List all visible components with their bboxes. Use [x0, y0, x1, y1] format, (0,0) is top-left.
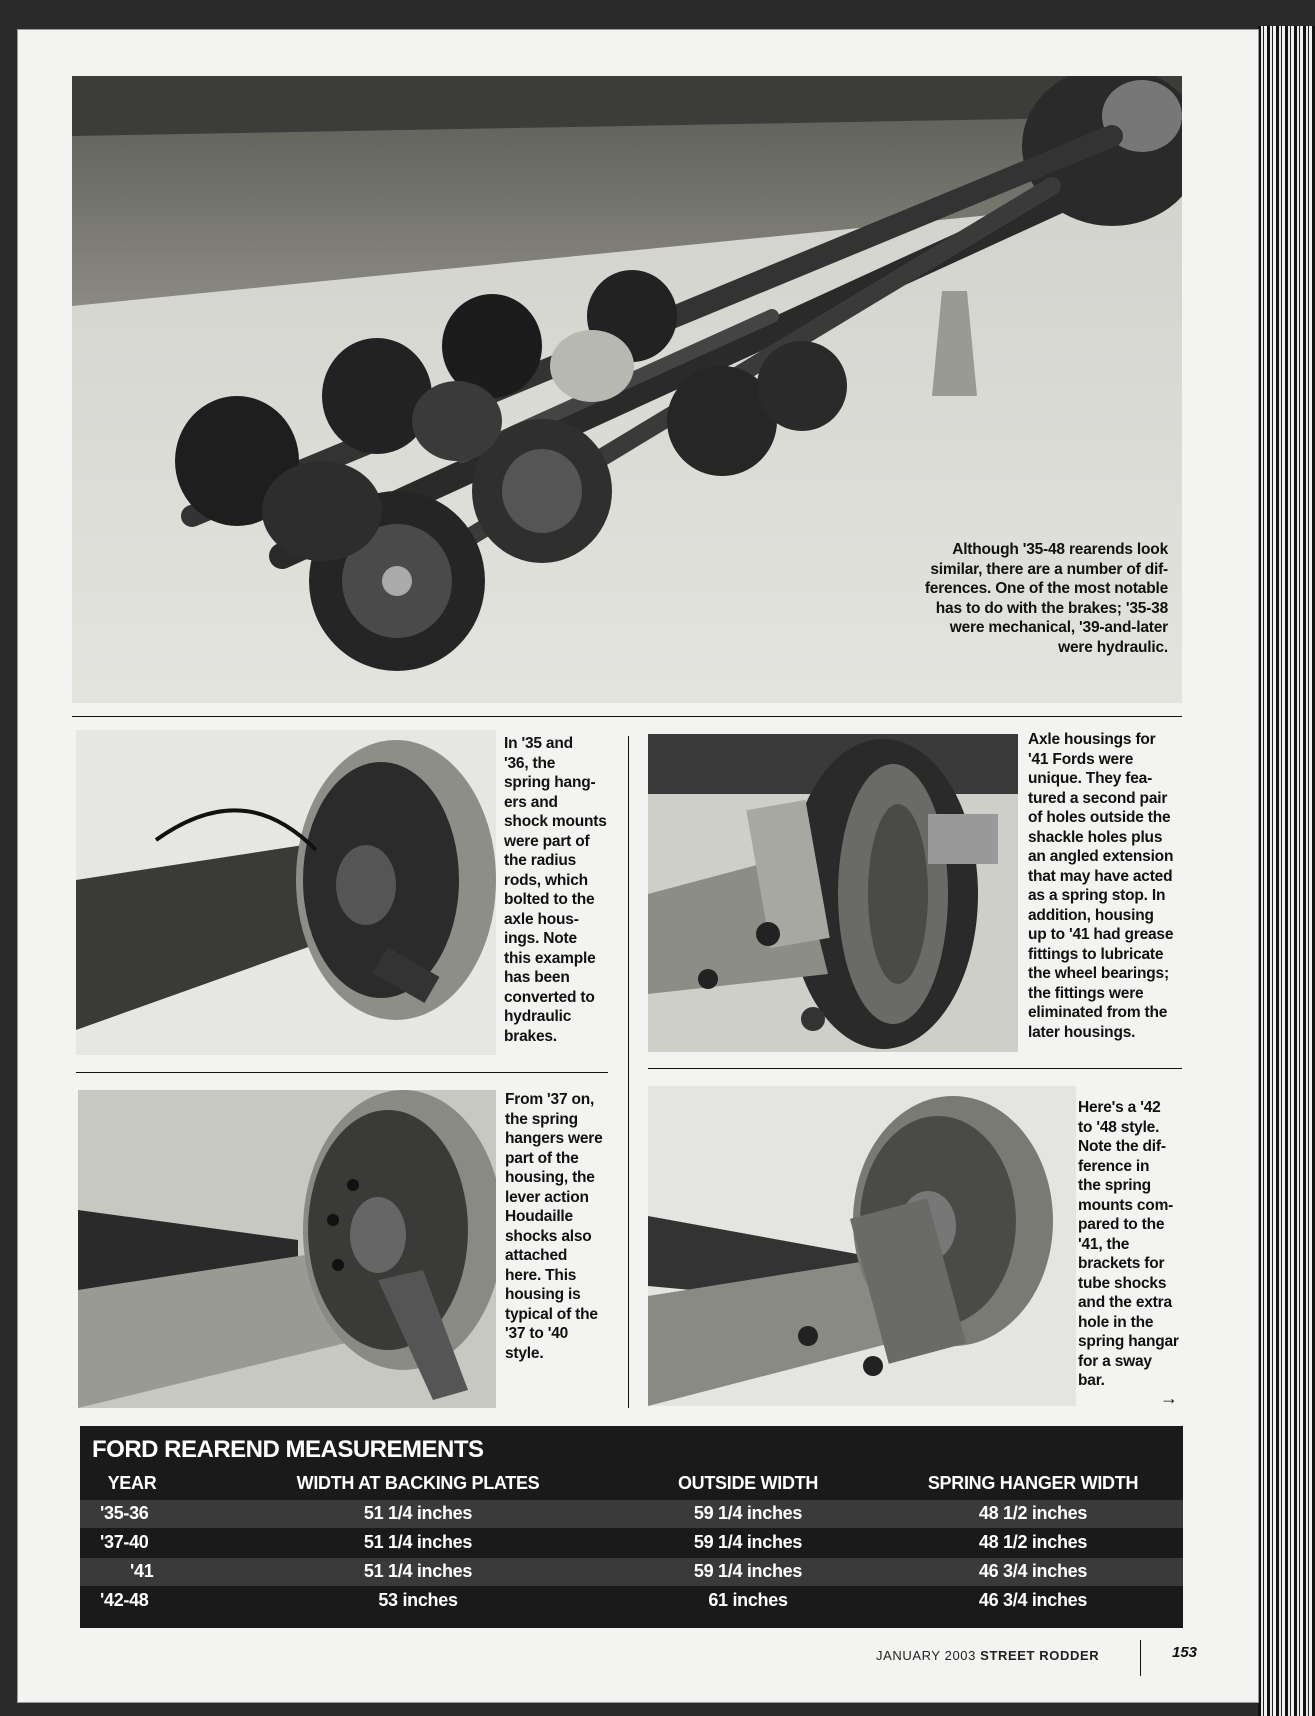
- page-number: 153: [1172, 1644, 1198, 1661]
- page-footer: [876, 1648, 1099, 1663]
- footer-divider: [1140, 1640, 1141, 1676]
- cell-year: '37-40: [100, 1532, 149, 1552]
- rearend-measurements-table: [80, 1426, 1183, 1628]
- table-row: [80, 1558, 1183, 1586]
- header-year: YEAR: [107, 1473, 157, 1493]
- table-row: [80, 1587, 1183, 1615]
- table-title: FORD REAREND MEASUREMENTS: [92, 1436, 484, 1463]
- cell-spring: 46 3/4 inches: [978, 1590, 1088, 1610]
- header-outside-width: OUTSIDE WIDTH: [677, 1473, 819, 1493]
- cell-outside: 59 1/4 inches: [693, 1561, 803, 1581]
- photo-41-housing: [648, 734, 1018, 1052]
- caption-35-36: In '35 and '36, the spring hang- ers and shock mounts were part of the radius rods, which bolted to the axle hous- ings. Note this example has been converted to hydraulic brakes.: [504, 735, 607, 1045]
- photo-37-40-housing: [78, 1090, 496, 1408]
- page-edge-decoration: [1258, 26, 1315, 1716]
- cell-backing: 51 1/4 inches: [363, 1532, 473, 1552]
- cell-spring: 46 3/4 inches: [978, 1561, 1088, 1581]
- caption-42-48: Here's a '42 to '48 style. Note the dif- ference in the spring mounts com- pared to the '41, the brackets for tube shocks and the extra hole in the spring hangar for a sway bar.: [1078, 1099, 1179, 1389]
- cell-outside: 61 inches: [708, 1590, 788, 1610]
- cell-backing: 51 1/4 inches: [363, 1561, 473, 1581]
- divider-mid-left: [76, 1072, 608, 1073]
- cell-year: '41: [130, 1561, 154, 1581]
- divider-mid-right: [648, 1068, 1182, 1069]
- photo-35-36-housing: [76, 730, 496, 1055]
- continue-arrow-icon: →: [1160, 1388, 1178, 1408]
- divider-top: [72, 716, 1182, 717]
- table-row: [80, 1529, 1183, 1557]
- caption-41: Axle housings for '41 Fords were unique. They fea- tured a second pair of holes outside the shackle holes plus an angled extension that may have acted as a spring stop. In addition, housing up to '41 had grease fittings to lubricate the wheel bearings; the fittings were eliminated from the later housings.: [1028, 731, 1174, 1041]
- magazine-name: STREET RODDER: [980, 1648, 1100, 1663]
- cell-outside: 59 1/4 inches: [693, 1532, 803, 1552]
- cell-outside: 59 1/4 inches: [693, 1503, 803, 1523]
- cell-spring: 48 1/2 inches: [978, 1532, 1088, 1552]
- header-backing-plates: WIDTH AT BACKING PLATES: [296, 1473, 540, 1493]
- issue-date: JANUARY 2003: [876, 1648, 976, 1663]
- cell-backing: 51 1/4 inches: [363, 1503, 473, 1523]
- table-header-row: [80, 1470, 1183, 1498]
- caption-37-40: From '37 on, the spring hangers were part of the housing, the lever action Houdaille shocks also attached here. This housing is typical of the '37 to '40 style.: [505, 1091, 603, 1362]
- cell-year: '42-48: [100, 1590, 149, 1610]
- cell-backing: 53 inches: [378, 1590, 458, 1610]
- header-spring-hanger: SPRING HANGER WIDTH: [927, 1473, 1139, 1493]
- main-caption: Although '35-48 rearends look similar, there are a number of dif- ferences. One of the most notable has to do with the brakes; '35-38 were mechanical, '39-and-later were hydraulic.: [924, 541, 1168, 656]
- divider-vertical: [628, 736, 629, 1408]
- photo-42-48-housing: [648, 1086, 1076, 1406]
- table-row: [80, 1500, 1183, 1528]
- cell-spring: 48 1/2 inches: [978, 1503, 1088, 1523]
- cell-year: '35-36: [100, 1503, 149, 1523]
